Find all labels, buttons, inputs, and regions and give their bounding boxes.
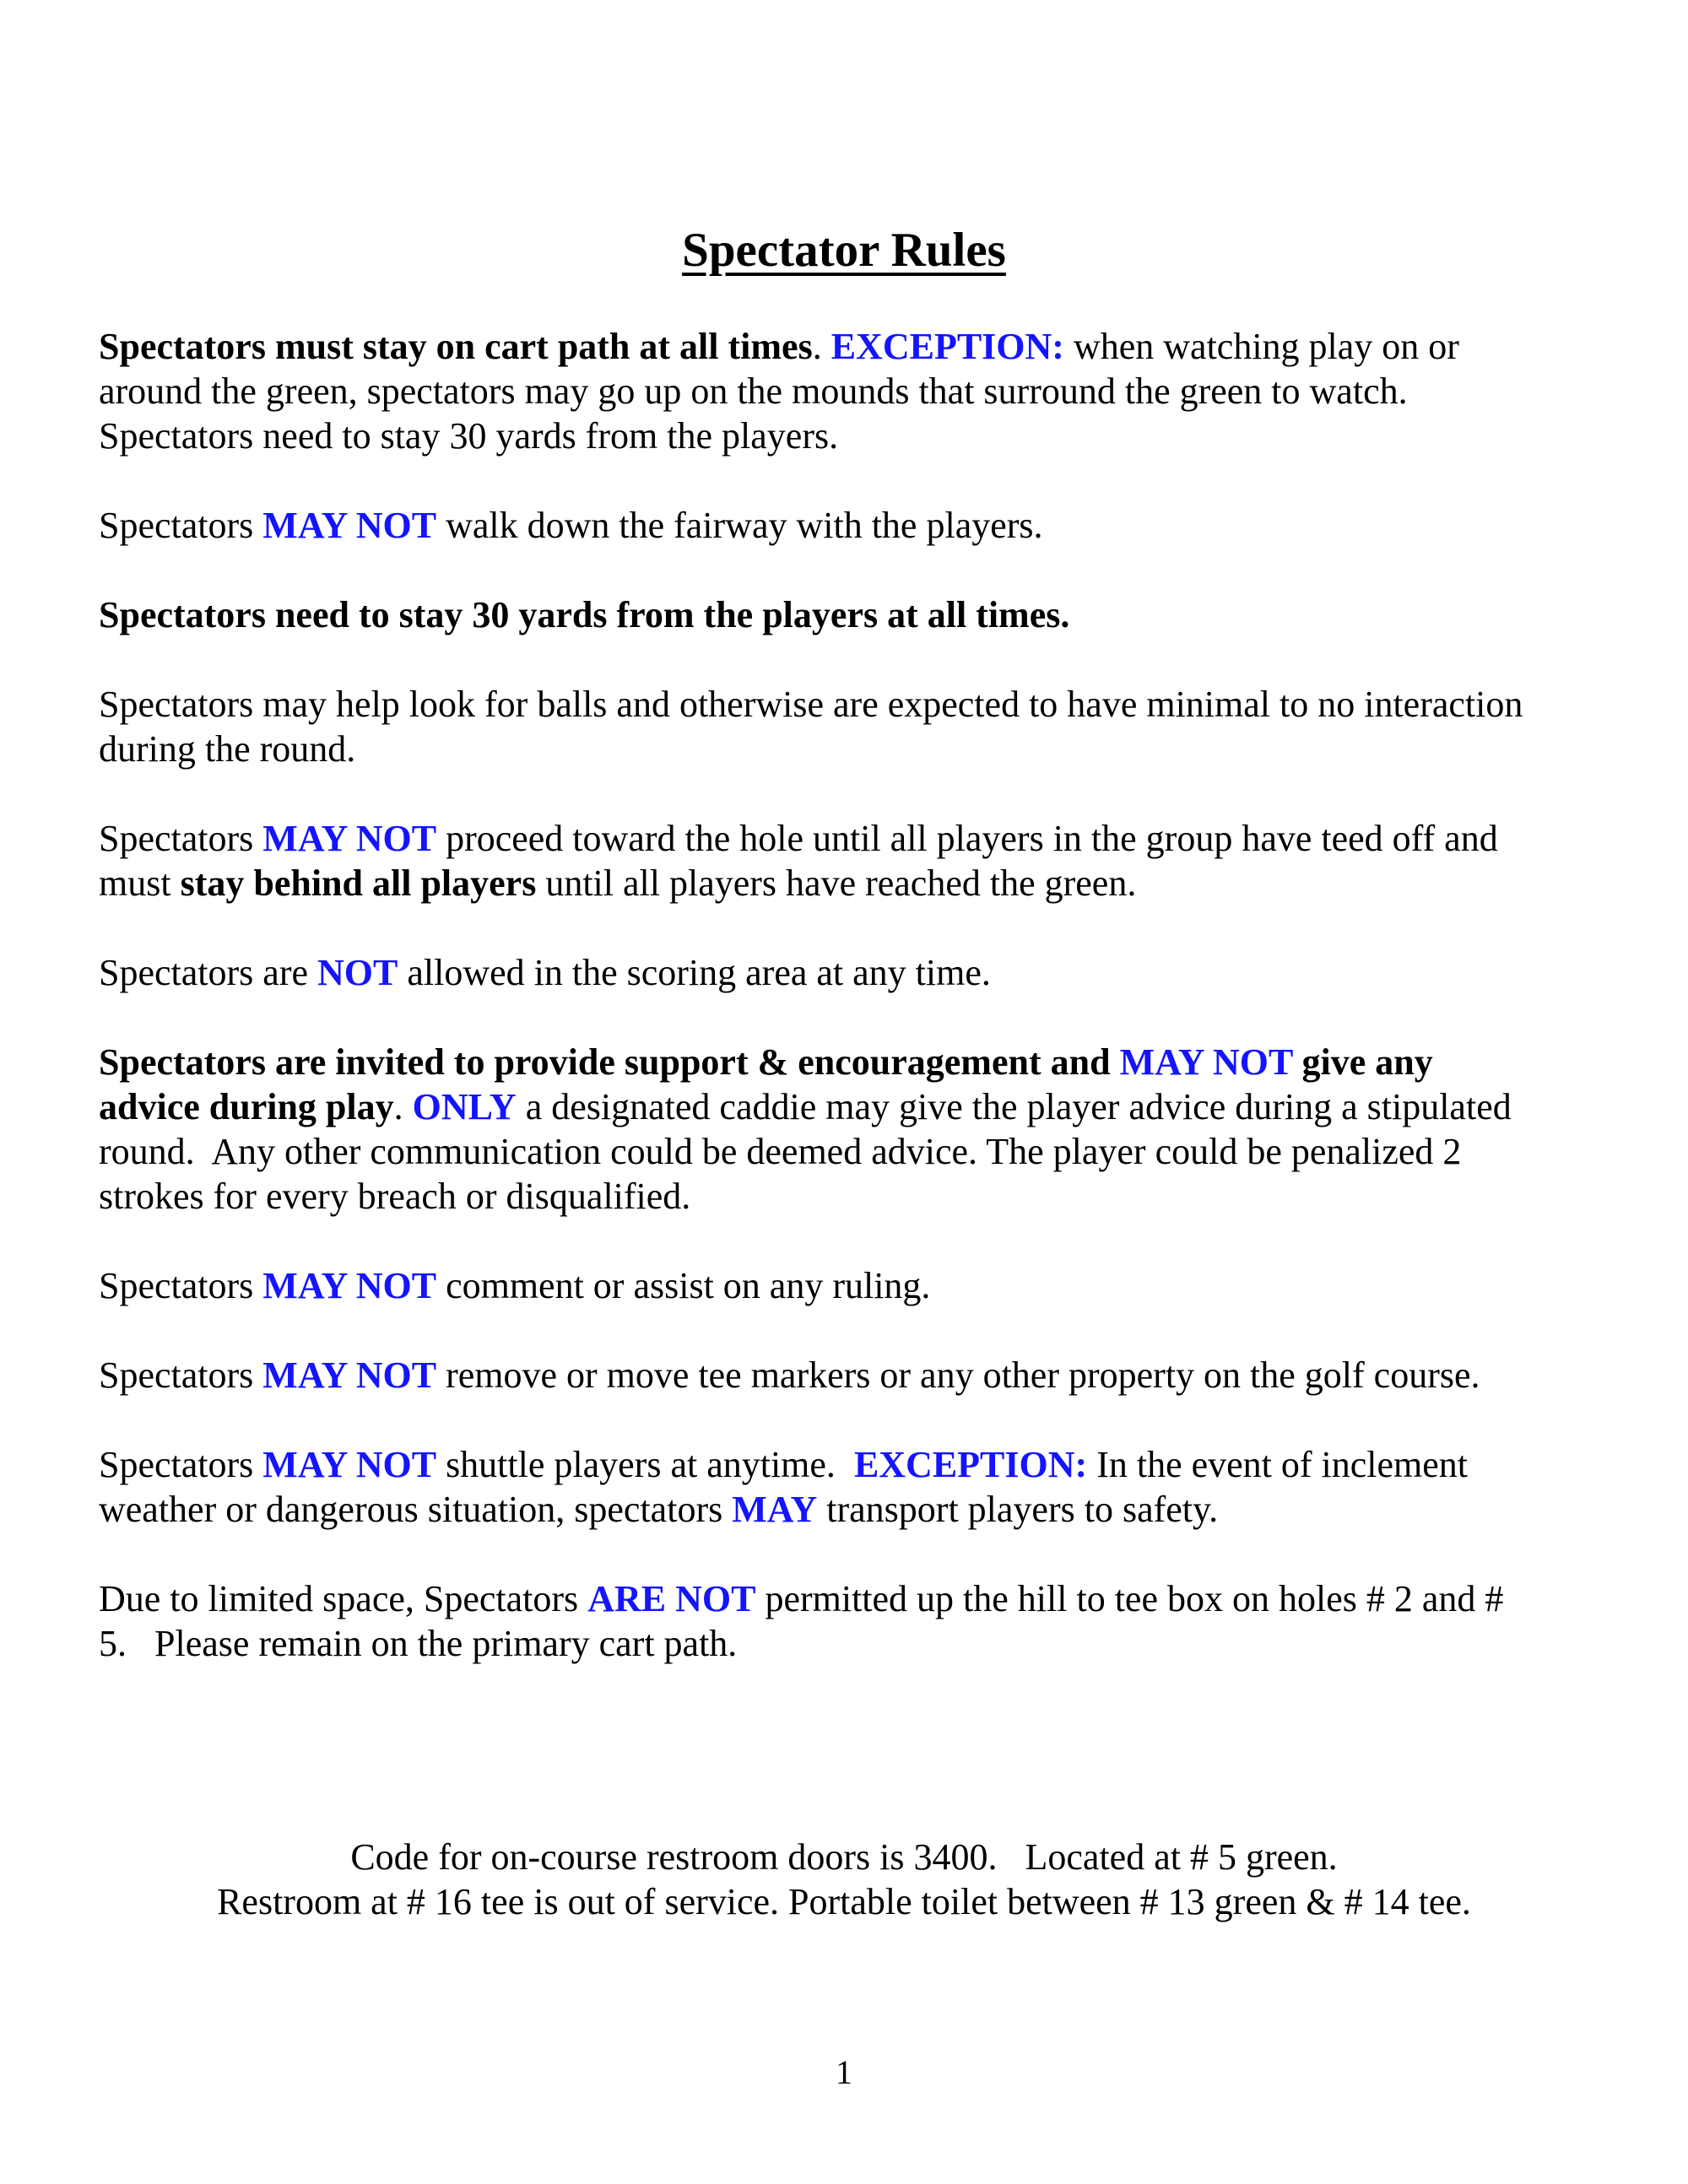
page-title-text: Spectator Rules: [682, 224, 1006, 277]
rule-paragraph: [99, 816, 1523, 905]
emphasis-text: MAY NOT: [262, 1265, 437, 1306]
rule-text: .: [812, 326, 831, 367]
rule-line: [99, 369, 1523, 414]
rule-line: [99, 1576, 1523, 1621]
rule-line: [99, 1353, 1523, 1397]
emphasis-text: ONLY: [412, 1086, 517, 1127]
emphasis-text: MAY NOT: [1119, 1041, 1293, 1083]
rule-paragraph: [99, 1040, 1523, 1219]
page-number: 1: [836, 2053, 852, 2091]
rule-text: Spectators: [99, 1444, 263, 1485]
rule-text: comment or assist on any ruling.: [436, 1265, 931, 1306]
rule-paragraph: [99, 1263, 1523, 1308]
emphasis-text: NOT: [317, 952, 398, 993]
bold-text: stay behind all players: [180, 862, 537, 904]
rule-paragraph: [99, 503, 1523, 548]
bold-text: Spectators must stay on cart path at all times: [99, 326, 813, 367]
rule-line: [99, 1174, 1523, 1219]
emphasis-text: ARE NOT: [587, 1578, 756, 1619]
rule-text: until all players have reached the green.: [536, 862, 1137, 904]
emphasis-text: EXCEPTION:: [830, 326, 1064, 367]
rules-body: [99, 324, 1523, 1711]
rule-text: proceed toward the hole until all players in the group have teed off and: [436, 818, 1498, 859]
rule-line: [99, 816, 1523, 861]
rule-text: Spectators: [99, 818, 263, 859]
rule-text: during the round.: [99, 728, 356, 770]
rule-text: must: [99, 862, 181, 904]
rule-text: In the event of inclement: [1087, 1444, 1469, 1485]
rule-text: strokes for every breach or disqualified.: [99, 1176, 691, 1217]
rule-text: Spectators may help look for balls and otherwise are expected to have minimal to no interaction: [99, 684, 1523, 725]
rule-text: .: [393, 1086, 413, 1127]
rule-paragraph: [99, 682, 1523, 771]
rule-paragraph: [99, 1576, 1523, 1666]
rule-paragraph: [99, 950, 1523, 995]
rule-text: round. Any other communication could be deemed advice. The player could be penalized 2: [99, 1131, 1462, 1172]
emphasis-text: EXCEPTION:: [853, 1444, 1088, 1485]
rule-paragraph: [99, 592, 1523, 637]
rule-line: [99, 324, 1523, 369]
rule-line: [99, 861, 1523, 905]
rule-text: remove or move tee markers or any other property on the golf course.: [436, 1354, 1480, 1396]
rule-text: a designated caddie may give the player advice during a stipulated: [516, 1086, 1512, 1127]
rule-text: Spectators need to stay 30 yards from the players.: [99, 415, 839, 457]
rule-text: Spectators are: [99, 952, 317, 993]
rule-paragraph: [99, 324, 1523, 458]
page-title: [0, 221, 1688, 280]
bold-text: Spectators need to stay 30 yards from the players at all times.: [99, 594, 1070, 635]
restroom-status-line: Restroom at # 16 tee is out of service. Portable toilet between # 13 green & # 14 tee.: [217, 1881, 1471, 1922]
emphasis-text: MAY NOT: [262, 1354, 437, 1396]
rule-line: [99, 950, 1523, 995]
rule-text: Spectators: [99, 505, 263, 546]
rule-text: Due to limited space, Spectators: [99, 1578, 588, 1619]
rule-line: [99, 1621, 1523, 1666]
rule-line: [99, 414, 1523, 458]
rule-line: [99, 1442, 1523, 1487]
bold-text: advice during play: [99, 1086, 394, 1127]
rule-text: Spectators: [99, 1354, 263, 1396]
bold-text: give any: [1292, 1041, 1433, 1083]
rule-line: [99, 592, 1523, 637]
rule-line: [99, 503, 1523, 548]
rule-text: when watching play on or: [1063, 326, 1459, 367]
rule-text: 5. Please remain on the primary cart path.: [99, 1623, 738, 1664]
rule-text: transport players to safety.: [817, 1489, 1219, 1530]
rule-text: walk down the fairway with the players.: [436, 505, 1043, 546]
restroom-info: [0, 1835, 1688, 1924]
rule-paragraph: [99, 1442, 1523, 1532]
rule-line: [99, 1487, 1523, 1532]
bold-text: Spectators are invited to provide support & encouragement and: [99, 1041, 1120, 1083]
rule-text: Spectators: [99, 1265, 263, 1306]
rule-text: around the green, spectators may go up on the mounds that surround the green to watch.: [99, 370, 1408, 412]
emphasis-text: MAY NOT: [262, 818, 437, 859]
emphasis-text: MAY: [732, 1489, 818, 1530]
rule-line: [99, 1129, 1523, 1174]
emphasis-text: MAY NOT: [262, 505, 437, 546]
emphasis-text: MAY NOT: [262, 1444, 437, 1485]
rule-line: [99, 1040, 1523, 1084]
rule-line: [99, 1263, 1523, 1308]
rule-text: weather or dangerous situation, spectators: [99, 1489, 733, 1530]
rule-text: allowed in the scoring area at any time.: [398, 952, 991, 993]
rule-line: [99, 1084, 1523, 1129]
rule-text: shuttle players at anytime.: [436, 1444, 854, 1485]
rule-line: [99, 727, 1523, 771]
restroom-code-line: Code for on-course restroom doors is 3400. Located at # 5 green.: [350, 1836, 1338, 1878]
rule-text: permitted up the hill to tee box on holes # 2 and #: [755, 1578, 1504, 1619]
rule-paragraph: [99, 1353, 1523, 1397]
rule-line: [99, 682, 1523, 727]
